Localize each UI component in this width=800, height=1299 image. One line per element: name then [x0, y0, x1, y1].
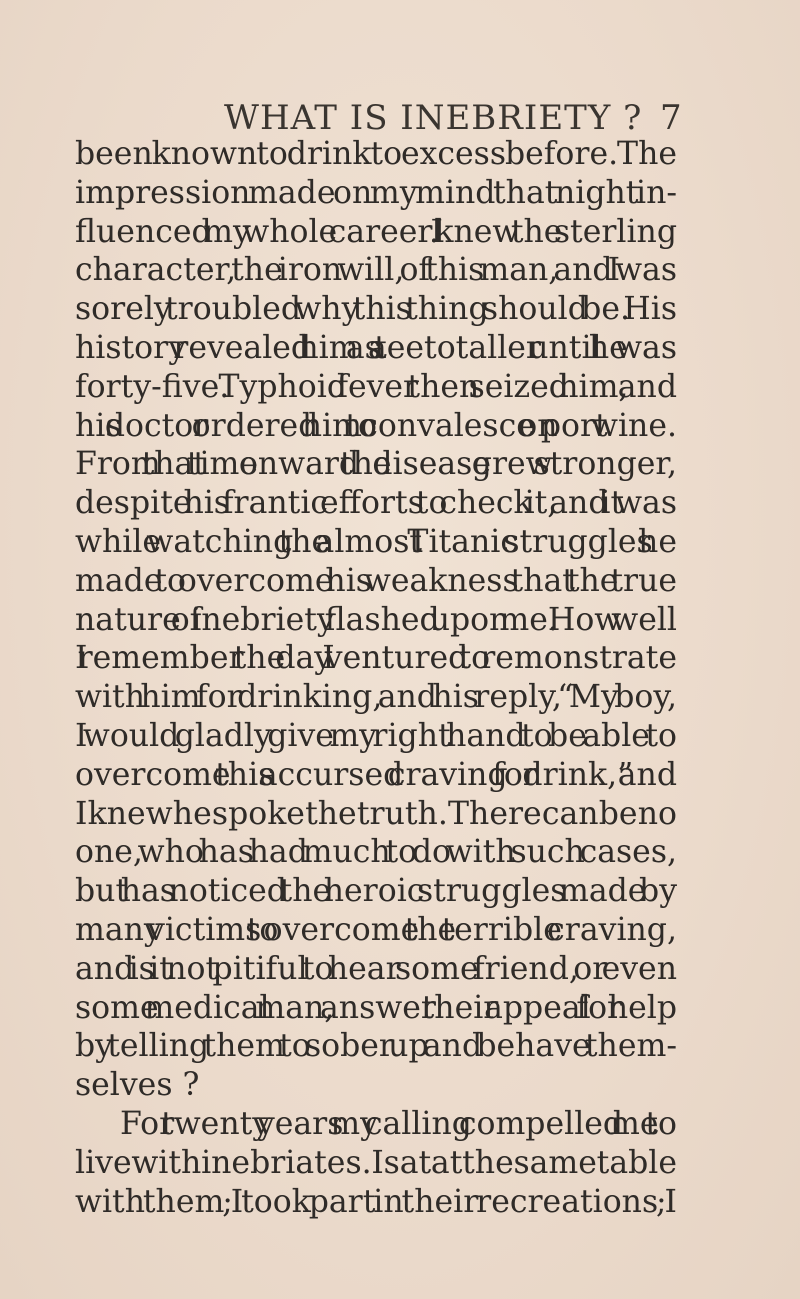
text-line: selves ?: [75, 1067, 200, 1104]
text-line: impression made on my mind that night in-: [75, 174, 677, 211]
text-line: with him for drinking, and his reply, “ My boy,: [75, 679, 677, 716]
text-line: history revealed him as a teetotaller until he was: [75, 329, 677, 366]
text-line: and is it not pitiful to hear some friend, or even: [75, 950, 677, 987]
paragraph-2: [75, 1105, 677, 1221]
text-line: many victims to overcome the terrible craving,: [75, 911, 677, 948]
paragraph-1: [75, 135, 677, 1105]
text-line: one, who has had much to do with such cases,: [75, 834, 677, 871]
text-line: character, the iron will, of this man, and I was: [75, 252, 677, 289]
text-line: with them ; I took part in their recreations ; I: [75, 1183, 677, 1220]
text-line: I knew he spoke the truth. There can be no: [75, 795, 677, 832]
text-line: live with inebriates. I sat at the same table: [75, 1144, 677, 1181]
running-title: WHAT IS INEBRIETY ?: [224, 98, 643, 138]
page-number: 7: [660, 98, 682, 138]
text-line: some medical man, answer their appeal for help: [75, 989, 677, 1026]
text-line: From that time onward the disease grew stronger,: [75, 446, 677, 483]
text-line: made to overcome his weakness that the true: [75, 562, 677, 599]
body-text: [75, 135, 677, 1221]
text-line: sorely troubled why this thing should be. His: [75, 291, 677, 328]
text-line: but has noticed the heroic struggles made by: [75, 873, 677, 910]
text-line: his doctor ordered him to convalesce on port wine.: [75, 407, 677, 444]
text-line: by telling them to sober up and behave them-: [75, 1028, 677, 1065]
text-line: been known to drink to excess before. The: [75, 136, 677, 172]
text-line: overcome this accursed craving for drink,” and: [75, 756, 677, 793]
text-line: fluenced my whole career. I knew the sterling: [75, 213, 677, 250]
text-line: despite his frantic efforts to check it, and it was: [75, 485, 677, 522]
text-line: I would gladly give my right hand to be able to: [75, 717, 677, 754]
text-line: nature of inebriety flashed upon me. How well: [75, 601, 677, 638]
text-line: I remember the day I ventured to remonstrate: [75, 640, 677, 677]
text-line: For twenty years my calling compelled me to: [120, 1105, 677, 1142]
text-line: forty-five. Typhoid fever then seized him, and: [75, 368, 677, 405]
running-head: [0, 96, 800, 140]
text-line: while watching the almost Titanic struggles he: [75, 523, 677, 560]
